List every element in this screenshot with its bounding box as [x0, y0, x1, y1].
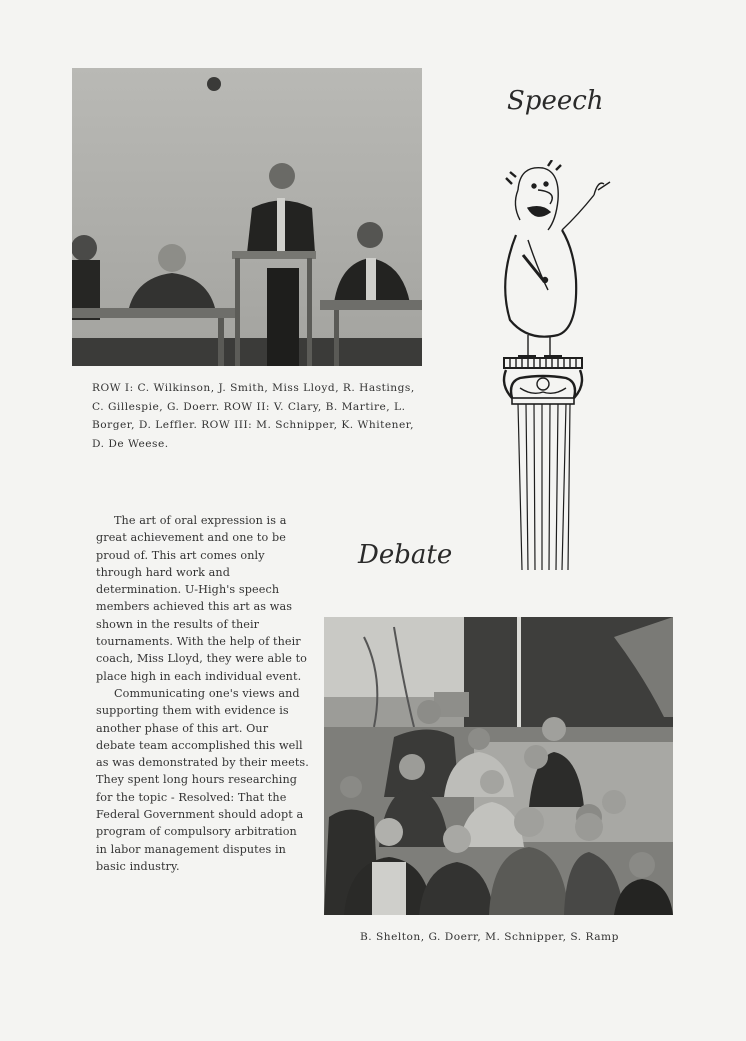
speech-team-photo	[72, 68, 422, 366]
article-body	[96, 512, 311, 875]
body-paragraph: Communicating one's views and supporting them with evidence is another phase of this art. Our debate team accomplished this well as was demonstrated by their meets. They spent long hours researching for the topic - Resolved: That the Federal Government should adopt a program of compulsory arbitration in labor management disputes in basic industry.	[96, 686, 309, 873]
debate-heading: Debate	[358, 540, 453, 570]
speech-photo-caption: ROW I: C. Wilkinson, J. Smith, Miss Lloyd, R. Hastings, C. Gillespie, G. Doerr. ROW II: V. Clary, B. Martire, L. Borger, D. Leffler. ROW III: M. Schnipper, K. Whitener, D. De Weese.	[92, 382, 415, 450]
debate-photo-caption: B. Shelton, G. Doerr, M. Schnipper, S. Ramp	[360, 931, 619, 943]
orator-illustration	[498, 160, 618, 575]
debate-team-photo	[324, 617, 673, 915]
speech-heading: Speech	[507, 86, 604, 116]
body-paragraph: The art of oral expression is a great achievement and one to be proud of. This art comes only through hard work and determination. U-High's speech members achieved this art as was shown in the results of their tournaments. With the help of their coach, Miss Lloyd, they were able to place high in each individual event.	[96, 514, 307, 683]
